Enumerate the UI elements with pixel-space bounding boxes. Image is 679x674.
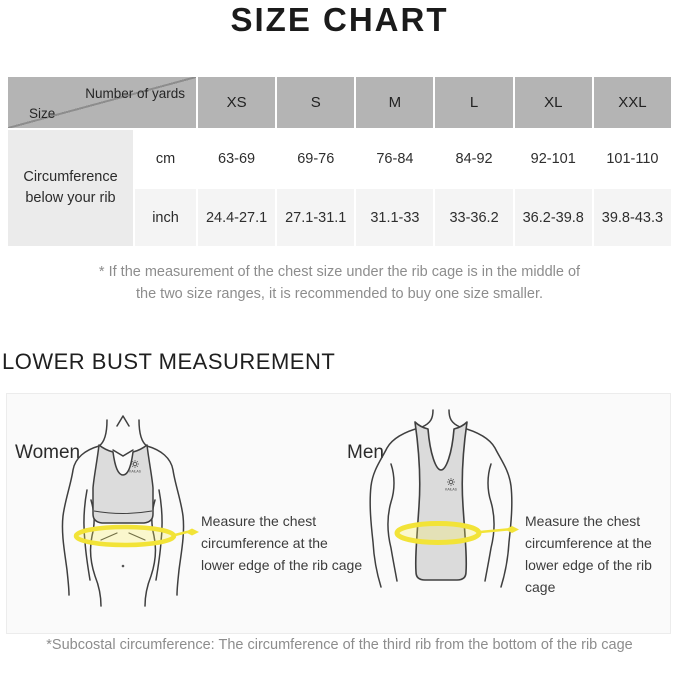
women-measure-annotation [201, 510, 373, 576]
table-cell-inch-xs: 24.4-27.1 [198, 189, 275, 246]
men-torso-illustration [359, 406, 527, 612]
row-group-label: Circumference below your rib [8, 130, 133, 246]
women-annotation-line1: Measure the chest [201, 513, 317, 529]
men-measure-arrow [480, 526, 519, 533]
men-figure-label: Men [347, 442, 384, 463]
size-column-header-m: M [356, 77, 433, 128]
men-annotation-line3: lower edge of the rib cage [525, 557, 652, 595]
men-annotation-line2: circumference at the [525, 535, 652, 551]
women-measure-ellipse [76, 527, 174, 545]
size-column-header-s: S [277, 77, 354, 128]
size-column-header-l: L [435, 77, 512, 128]
men-measure-annotation [525, 510, 679, 598]
men-annotation-line1: Measure the chest [525, 513, 641, 529]
section-heading: LOWER BUST MEASUREMENT [2, 349, 336, 374]
table-cell-cm-xl: 92-101 [515, 130, 592, 187]
women-brand-text: KAILAS [129, 469, 141, 474]
table-corner-cell [8, 77, 196, 128]
size-column-header-xl: XL [515, 77, 592, 128]
women-figure-label: Women [15, 442, 81, 463]
size-column-header-xxl: XXL [594, 77, 671, 128]
table-cell-inch-xxl: 39.8-43.3 [594, 189, 671, 246]
women-measure-arrow [175, 529, 199, 536]
size-table-note [0, 261, 679, 305]
table-cell-inch-l: 33-36.2 [435, 189, 512, 246]
women-annotation-line2: circumference at the [201, 535, 328, 551]
women-torso-illustration [49, 406, 205, 612]
table-cell-inch-xl: 36.2-39.8 [515, 189, 592, 246]
men-brand-text: KAILAS [445, 487, 457, 492]
size-table-note-line2: the two size ranges, it is recommended to buy one size smaller. [136, 286, 543, 302]
women-navel [122, 565, 125, 568]
table-cell-cm-xxl: 101-110 [594, 130, 671, 187]
unit-label-inch: inch [135, 189, 196, 246]
men-tank-top [415, 422, 467, 580]
table-cell-inch-m: 31.1-33 [356, 189, 433, 246]
page-title: SIZE CHART [230, 1, 449, 38]
size-table [8, 77, 671, 246]
subcostal-footnote: *Subcostal circumference: The circumference of the third rib from the bottom of the rib cage [46, 637, 633, 653]
table-cell-cm-xs: 63-69 [198, 130, 275, 187]
size-column-header-xs: XS [198, 77, 275, 128]
table-cell-cm-l: 84-92 [435, 130, 512, 187]
table-cell-cm-m: 76-84 [356, 130, 433, 187]
measurement-illustration-panel [6, 393, 671, 634]
table-cell-cm-s: 69-76 [277, 130, 354, 187]
size-table-note-line1: * If the measurement of the chest size under the rib cage is in the middle of [98, 264, 581, 280]
women-annotation-line3: lower edge of the rib cage [201, 557, 363, 573]
unit-label-cm: cm [135, 130, 196, 187]
corner-bottom-label: Size [29, 106, 56, 121]
corner-top-label: Number of yards [85, 86, 185, 101]
men-measure-ellipse [397, 524, 479, 543]
table-cell-inch-s: 27.1-31.1 [277, 189, 354, 246]
